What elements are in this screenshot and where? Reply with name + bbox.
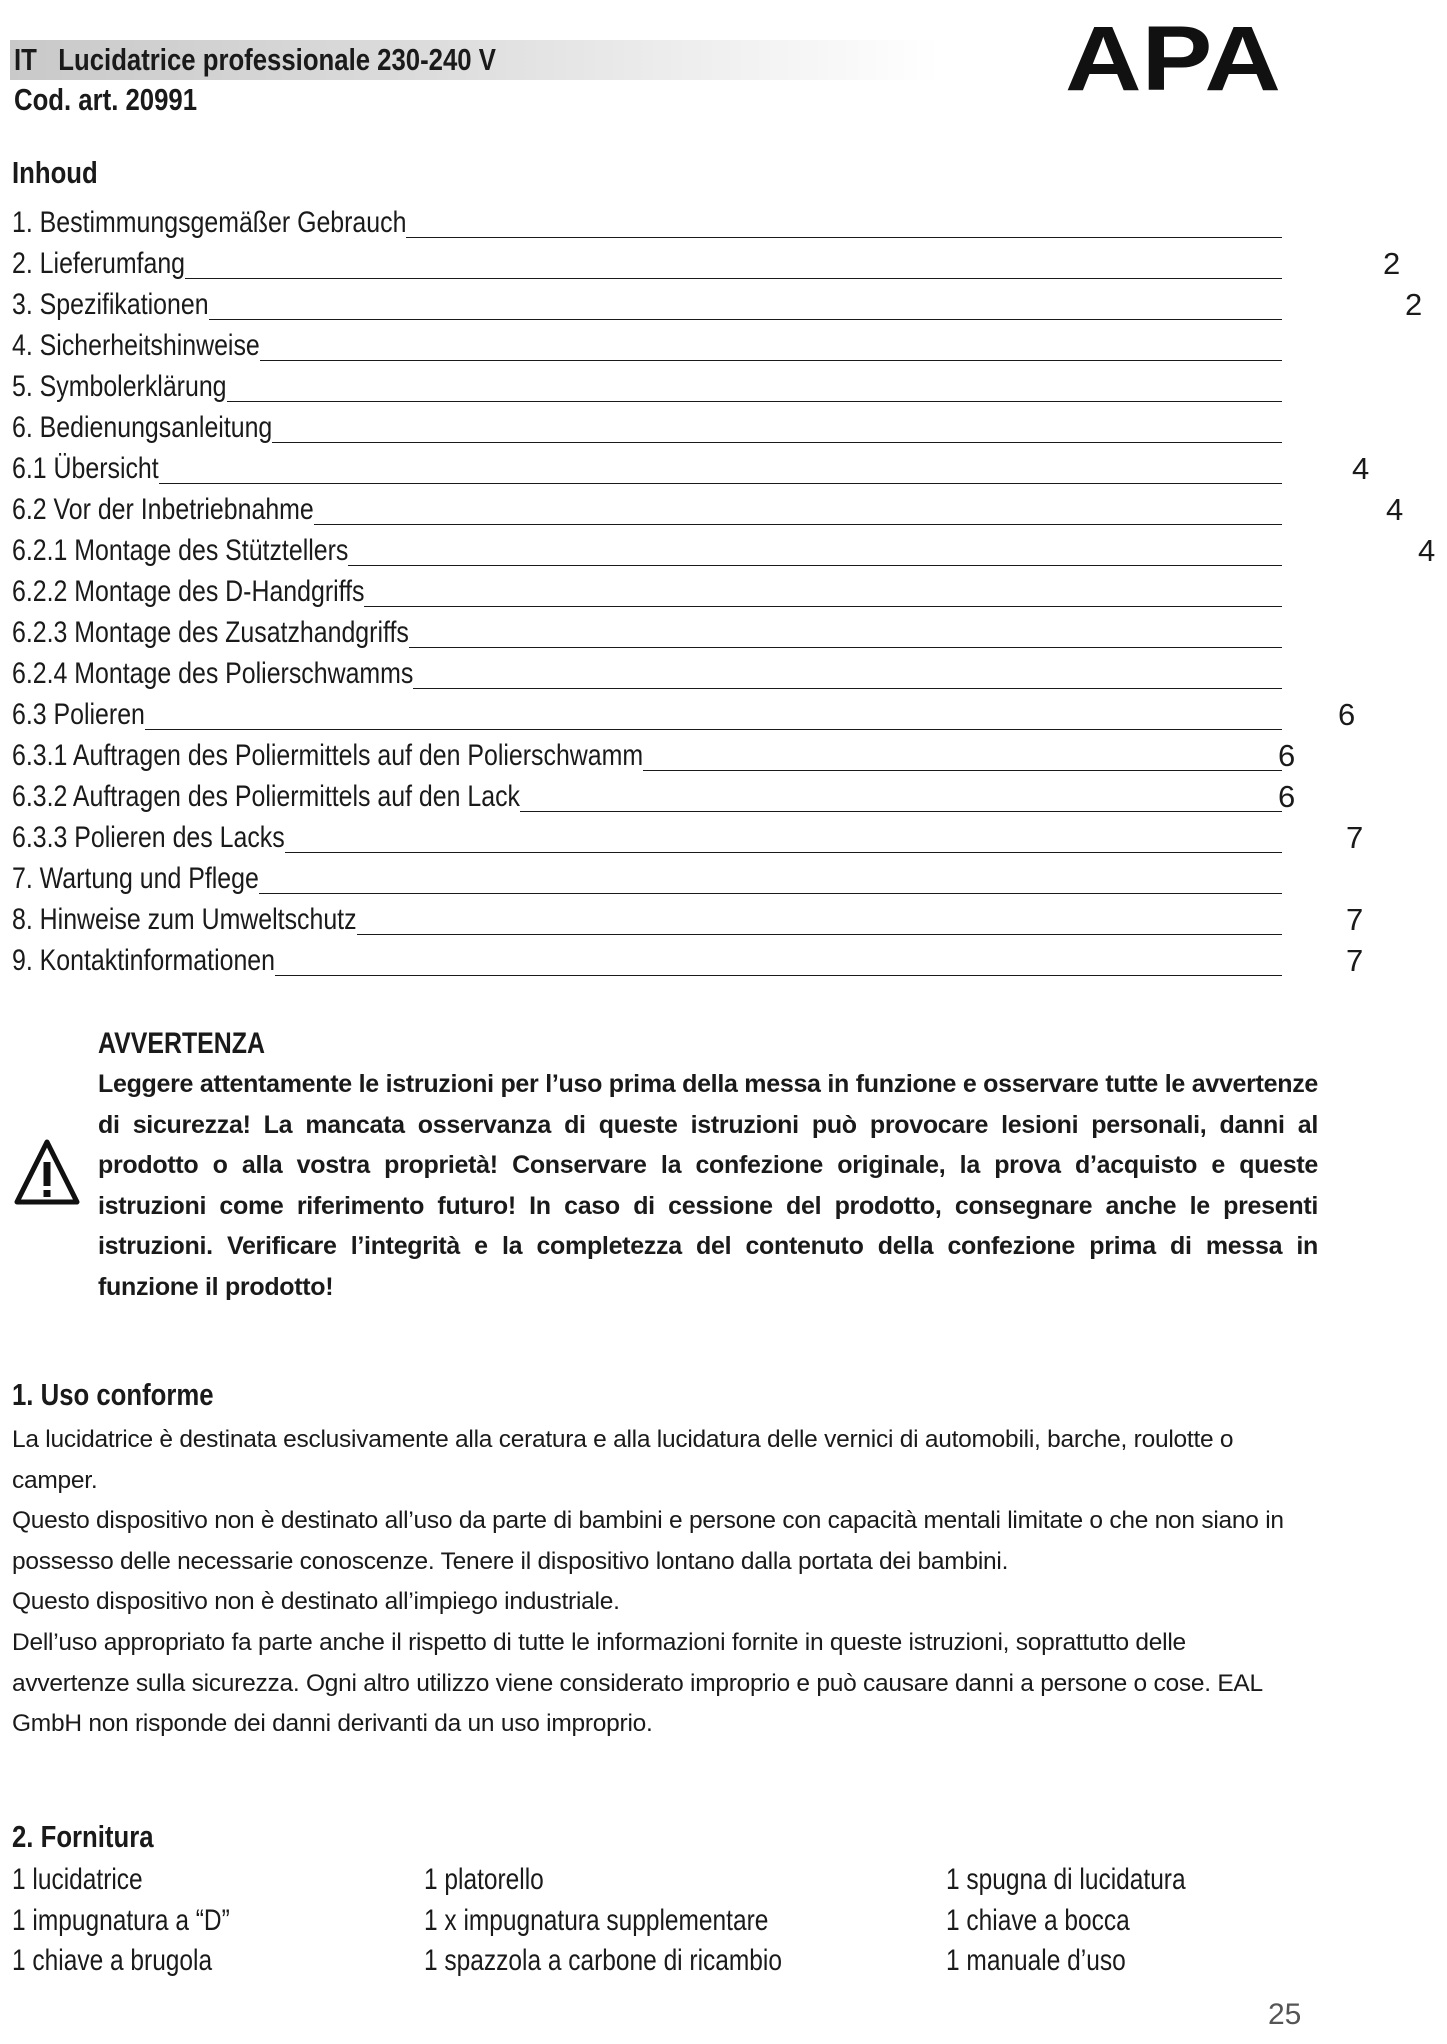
toc-entry-label: 6.3 Polieren xyxy=(12,698,145,731)
toc-title: Inhoud xyxy=(12,155,98,190)
toc-entry-page: 6 xyxy=(1278,738,1296,773)
toc-leader-line xyxy=(364,606,1282,607)
toc-entry-page: 4 xyxy=(1386,492,1404,527)
toc-entry-page: 7 xyxy=(1346,820,1364,855)
toc-entry[interactable] xyxy=(12,901,1432,942)
article-code: Cod. art. 20991 xyxy=(14,82,198,117)
section-1-paragraph: Questo dispositivo non è destinato all’uso da parte di bambini e persone con capacità mentali limitate o che non siano in possesso delle necessarie conoscenze. Tenere il dispositivo lontano dalla portata dei bambini. xyxy=(12,1507,1284,1575)
section-1-paragraph: La lucidatrice è destinata esclusivamente alla ceratura e alla lucidatura delle vernici di automobili, barche, roulotte o camper. xyxy=(12,1426,1234,1494)
toc-entry[interactable] xyxy=(12,614,1432,655)
supply-row: 1 lucidatrice 1 platorello 1 spugna di lucidatura xyxy=(12,1863,1186,1896)
toc-entry-label: 6.3.3 Polieren des Lacks xyxy=(12,821,285,854)
toc-entry-label: 6.2.1 Montage des Stütztellers xyxy=(12,534,349,567)
document-title: IT Lucidatrice professionale 230-240 V xyxy=(14,42,496,77)
toc-leader-line xyxy=(227,401,1282,402)
toc-leader-line xyxy=(272,442,1282,443)
toc-leader-line xyxy=(209,319,1282,320)
toc-leader-line xyxy=(314,524,1282,525)
toc-leader-line xyxy=(159,483,1282,484)
toc-entry-label: 4. Sicherheitshinweise xyxy=(12,329,260,362)
toc-leader-line xyxy=(643,770,1282,771)
toc-entry-page: 6 xyxy=(1278,779,1296,814)
toc-entry-page: 2 xyxy=(1383,246,1401,281)
toc-entry[interactable] xyxy=(12,409,1432,450)
toc-entry[interactable] xyxy=(12,327,1432,368)
toc-entry-label: 6.1 Übersicht xyxy=(12,452,159,485)
toc-entry-label: 6.3.2 Auftragen des Poliermittels auf den Lack xyxy=(12,780,520,813)
toc-entry-label: 6. Bedienungsanleitung xyxy=(12,411,273,444)
section-1-paragraph: Dell’uso appropriato fa parte anche il rispetto di tutte le informazioni fornite in queste istruzioni, soprattutto delle avvertenze sulla sicurezza. Ogni altro utilizzo viene considerato improprio e può causare danni a persone o cose. EAL GmbH non risponde dei danni derivanti da un uso improprio. xyxy=(12,1628,1262,1738)
apa-logo xyxy=(1062,20,1284,96)
toc-leader-line xyxy=(259,893,1282,894)
toc-entry[interactable] xyxy=(12,942,1432,983)
toc-entry[interactable] xyxy=(12,778,1432,819)
toc-entry-label: 6.2 Vor der Inbetriebnahme xyxy=(12,493,314,526)
toc-entry-label: 6.3.1 Auftragen des Poliermittels auf den Polierschwamm xyxy=(12,739,644,772)
toc-entry-page: 7 xyxy=(1346,902,1364,937)
toc-entry-label: 5. Symbolerklärung xyxy=(12,370,227,403)
toc-entry[interactable] xyxy=(12,696,1432,737)
toc-leader-line xyxy=(413,688,1282,689)
toc-entry[interactable] xyxy=(12,286,1432,327)
brand-logo-text: APA xyxy=(1065,20,1281,96)
toc-entry-page: 7 xyxy=(1346,943,1364,978)
toc-entry[interactable] xyxy=(12,819,1432,860)
warning-triangle-icon xyxy=(14,1138,80,1210)
toc-leader-line xyxy=(145,729,1282,730)
toc-entry-label: 9. Kontaktinformationen xyxy=(12,944,276,977)
toc-entry-label: 1. Bestimmungsgemäßer Gebrauch xyxy=(12,206,407,239)
toc-leader-line xyxy=(406,237,1282,238)
toc-entry-label: 7. Wartung und Pflege xyxy=(12,862,259,895)
supply-row: 1 impugnatura a “D” 1 x impugnatura supplementare 1 chiave a bocca xyxy=(12,1903,1130,1937)
section-2-title: 2. Fornitura xyxy=(12,1819,154,1854)
toc-leader-line xyxy=(285,852,1282,853)
toc-entry[interactable] xyxy=(12,573,1432,614)
warning-heading: AVVERTENZA xyxy=(98,1027,265,1060)
toc-entry-label: 2. Lieferumfang xyxy=(12,247,186,280)
toc-entry-label: 8. Hinweise zum Umweltschutz xyxy=(12,903,357,936)
toc-leader-line xyxy=(185,278,1282,279)
warning-text: Leggere attentamente le istruzioni per l’uso prima della messa in funzione e osservare tutte le avvertenze di sicurezza! La mancata osservanza di queste istruzioni può provocare lesioni personali, danni al prodotto o alla vostra proprietà! Conservare la confezione originale, la prova d’acquisto e queste istruzioni come riferimento futuro! In caso di cessione del prodotto, consegnare anche le presenti istruzioni. Verificare l’integrità e la completezza del contenuto della confezione prima di messa in funzione il prodotto! xyxy=(98,1070,1318,1301)
toc-leader-line xyxy=(260,360,1282,361)
toc-entry[interactable] xyxy=(12,491,1432,532)
toc-leader-line xyxy=(357,934,1282,935)
supply-row: 1 chiave a brugola 1 spazzola a carbone di ricambio 1 manuale d’uso xyxy=(12,1944,1126,1978)
toc-leader-line xyxy=(348,565,1282,566)
toc-leader-line xyxy=(409,647,1282,648)
toc-entry[interactable] xyxy=(12,532,1436,573)
toc-entry[interactable] xyxy=(12,860,1432,901)
section-1-title: 1. Uso conforme xyxy=(12,1377,214,1412)
toc-entry[interactable] xyxy=(12,204,1432,245)
toc-entry-page: 2 xyxy=(1405,287,1423,322)
toc-entry-page: 4 xyxy=(1352,451,1370,486)
table-of-contents xyxy=(12,204,1436,983)
toc-entry[interactable] xyxy=(12,368,1432,409)
section-1-paragraph: Questo dispositivo non è destinato all’impiego industriale. xyxy=(12,1588,620,1616)
toc-entry-label: 6.2.3 Montage des Zusatzhandgriffs xyxy=(12,616,409,649)
toc-leader-line xyxy=(520,811,1282,812)
toc-entry-page: 4 xyxy=(1418,533,1436,568)
supply-list xyxy=(12,1860,1312,1982)
toc-entry-page: 6 xyxy=(1338,697,1356,732)
toc-entry-label: 6.2.2 Montage des D-Handgriffs xyxy=(12,575,365,608)
toc-entry-label: 6.2.4 Montage des Polierschwamms xyxy=(12,657,414,690)
toc-entry[interactable] xyxy=(12,450,1432,491)
warning-block xyxy=(98,1026,1318,1307)
section-1-body xyxy=(12,1420,1307,1745)
page-number: 25 xyxy=(1268,1998,1302,2031)
toc-entry-label: 3. Spezifikationen xyxy=(12,288,209,321)
toc-entry[interactable] xyxy=(12,737,1432,778)
toc-leader-line xyxy=(275,975,1282,976)
toc-entry[interactable] xyxy=(12,655,1432,696)
toc-entry[interactable] xyxy=(12,245,1432,286)
